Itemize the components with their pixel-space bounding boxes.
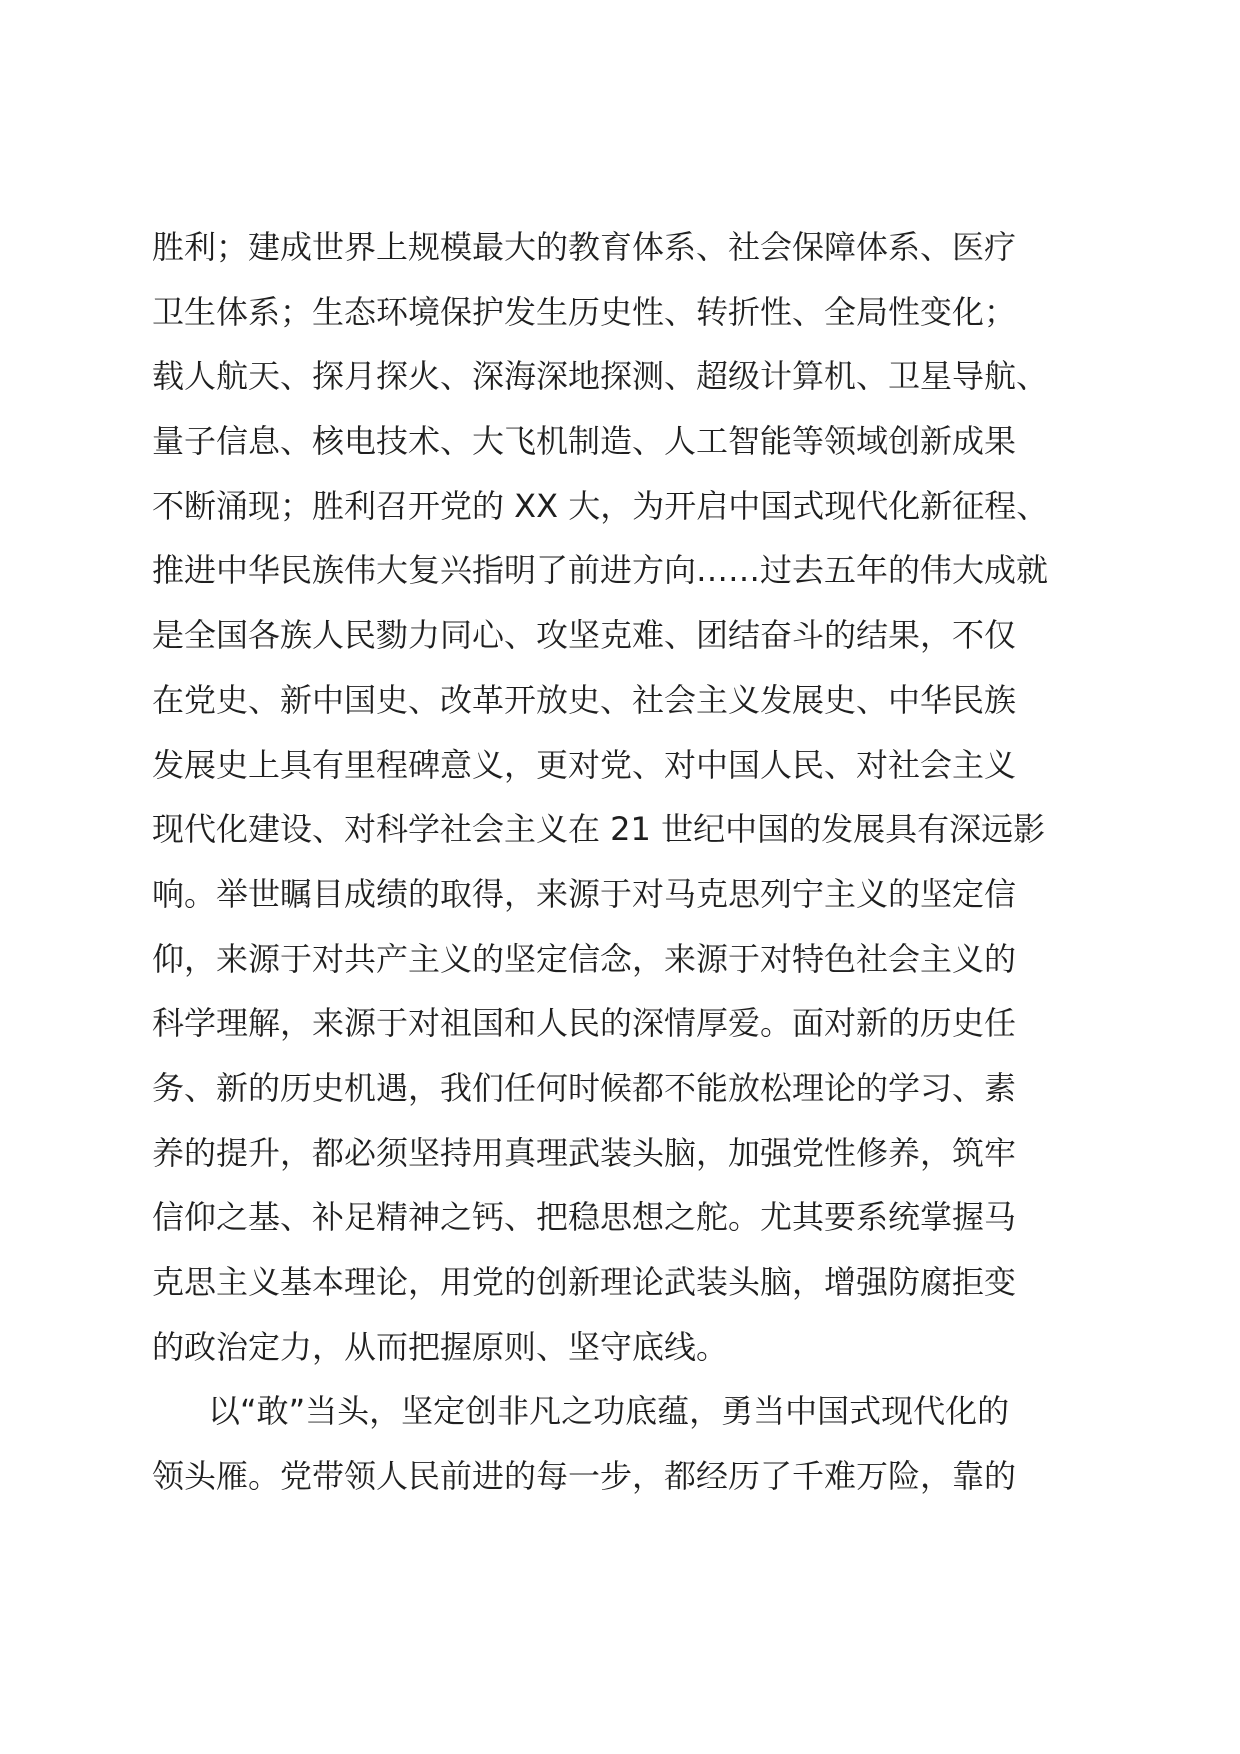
text-line: 的政治定力，从而把握原则、坚守底线。 <box>152 1327 729 1366</box>
text-line: 卫生体系；生态环境保护发生历史性、转折性、全局性变化； <box>152 292 1017 331</box>
text-line: 仰，来源于对共产主义的坚定信念，来源于对特色社会主义的 <box>152 939 1017 978</box>
text-line: 科学理解，来源于对祖国和人民的深情厚爱。面对新的历史任 <box>152 1004 1017 1043</box>
text-line: 响。举世瞩目成绩的取得，来源于对马克思列宁主义的坚定信 <box>152 874 1017 913</box>
paragraph-2 <box>152 1379 1092 1508</box>
text-line: 胜利；建成世界上规模最大的教育体系、社会保障体系、医疗 <box>152 228 1017 266</box>
text-line: 量子信息、核电技术、大飞机制造、人工智能等领域创新成果 <box>152 422 1017 461</box>
text-line: 在党史、新中国史、改革开放史、社会主义发展史、中华民族 <box>152 680 1017 719</box>
text-line: 推进中华民族伟大复兴指明了前进方向……过去五年的伟大成就 <box>152 551 1049 590</box>
text-line: 信仰之基、补足精神之钙、把稳思想之舵。尤其要系统掌握马 <box>152 1198 1017 1237</box>
text-line: 发展史上具有里程碑意义，更对党、对中国人民、对社会主义 <box>152 745 1017 784</box>
text-line: 现代化建设、对科学社会主义在 21 世纪中国的发展具有深远影 <box>152 810 1046 849</box>
text-line: 不断涌现；胜利召开党的 XX 大，为开启中国式现代化新征程、 <box>152 486 1049 525</box>
paragraph-1 <box>152 215 1092 1379</box>
text-line: 以“敢”当头，坚定创非凡之功底蕴，勇当中国式现代化的 <box>208 1392 1010 1431</box>
text-line: 克思主义基本理论，用党的创新理论武装头脑，增强防腐拒变 <box>152 1263 1017 1301</box>
text-line: 载人航天、探月探火、深海深地探测、超级计算机、卫星导航、 <box>152 357 1049 396</box>
body-text <box>152 215 1092 1509</box>
text-line: 领头雁。党带领人民前进的每一步，都经历了千难万险，靠的 <box>152 1457 1017 1496</box>
text-line: 务、新的历史机遇，我们任何时候都不能放松理论的学习、素 <box>152 1068 1017 1107</box>
text-line: 是全国各族人民勠力同心、攻坚克难、团结奋斗的结果，不仅 <box>152 616 1017 655</box>
text-line: 养的提升，都必须坚持用真理武装头脑，加强党性修养，筑牢 <box>152 1133 1017 1172</box>
